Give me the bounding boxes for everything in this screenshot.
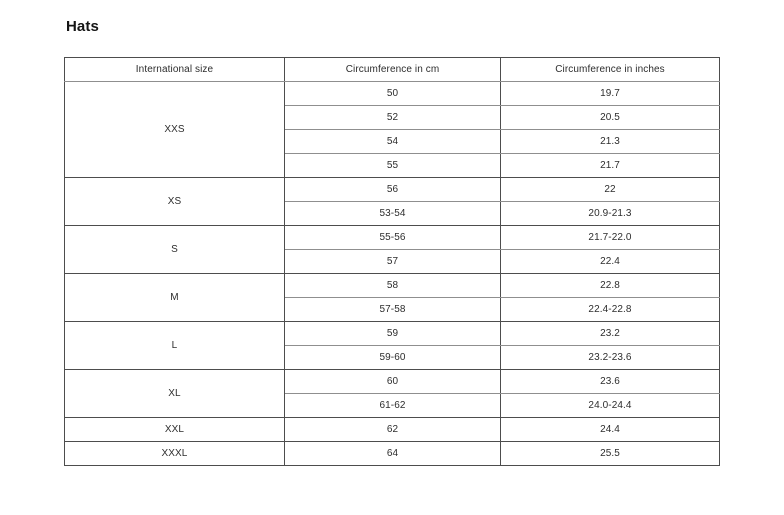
inches-cell: 19.7 xyxy=(501,82,720,106)
inches-cell: 23.6 xyxy=(501,370,720,394)
table-row xyxy=(65,370,720,394)
size-cell: XS xyxy=(65,178,285,226)
cm-cell: 55 xyxy=(285,154,501,178)
cm-cell: 61-62 xyxy=(285,394,501,418)
header-row xyxy=(65,58,720,82)
inches-cell: 21.7-22.0 xyxy=(501,226,720,250)
size-cell: S xyxy=(65,226,285,274)
page-title: Hats xyxy=(66,18,99,35)
size-cell: XXL xyxy=(65,418,285,442)
inches-cell: 20.9-21.3 xyxy=(501,202,720,226)
inches-cell: 23.2-23.6 xyxy=(501,346,720,370)
size-cell: L xyxy=(65,322,285,370)
inches-cell: 21.7 xyxy=(501,154,720,178)
size-cell: XXS xyxy=(65,82,285,178)
cm-cell: 57-58 xyxy=(285,298,501,322)
table-row xyxy=(65,226,720,250)
size-cell: XL xyxy=(65,370,285,418)
cm-cell: 53-54 xyxy=(285,202,501,226)
inches-cell: 22.4 xyxy=(501,250,720,274)
col-header-circumference-inches: Circumference in inches xyxy=(501,58,720,82)
size-cell: XXXL xyxy=(65,442,285,466)
table-row xyxy=(65,82,720,106)
inches-cell: 21.3 xyxy=(501,130,720,154)
cm-cell: 50 xyxy=(285,82,501,106)
inches-cell: 22.4-22.8 xyxy=(501,298,720,322)
cm-cell: 59 xyxy=(285,322,501,346)
table-row xyxy=(65,274,720,298)
inches-cell: 23.2 xyxy=(501,322,720,346)
inches-cell: 22.8 xyxy=(501,274,720,298)
cm-cell: 62 xyxy=(285,418,501,442)
cm-cell: 54 xyxy=(285,130,501,154)
col-header-circumference-cm: Circumference in cm xyxy=(285,58,501,82)
cm-cell: 64 xyxy=(285,442,501,466)
inches-cell: 24.4 xyxy=(501,418,720,442)
table-row xyxy=(65,322,720,346)
size-cell: M xyxy=(65,274,285,322)
table-row xyxy=(65,442,720,466)
cm-cell: 56 xyxy=(285,178,501,202)
table-row xyxy=(65,178,720,202)
hats-size-table xyxy=(64,57,720,466)
cm-cell: 60 xyxy=(285,370,501,394)
inches-cell: 25.5 xyxy=(501,442,720,466)
col-header-international-size: International size xyxy=(65,58,285,82)
cm-cell: 57 xyxy=(285,250,501,274)
inches-cell: 24.0-24.4 xyxy=(501,394,720,418)
cm-cell: 59-60 xyxy=(285,346,501,370)
table-row xyxy=(65,418,720,442)
cm-cell: 58 xyxy=(285,274,501,298)
inches-cell: 20.5 xyxy=(501,106,720,130)
inches-cell: 22 xyxy=(501,178,720,202)
cm-cell: 55-56 xyxy=(285,226,501,250)
cm-cell: 52 xyxy=(285,106,501,130)
